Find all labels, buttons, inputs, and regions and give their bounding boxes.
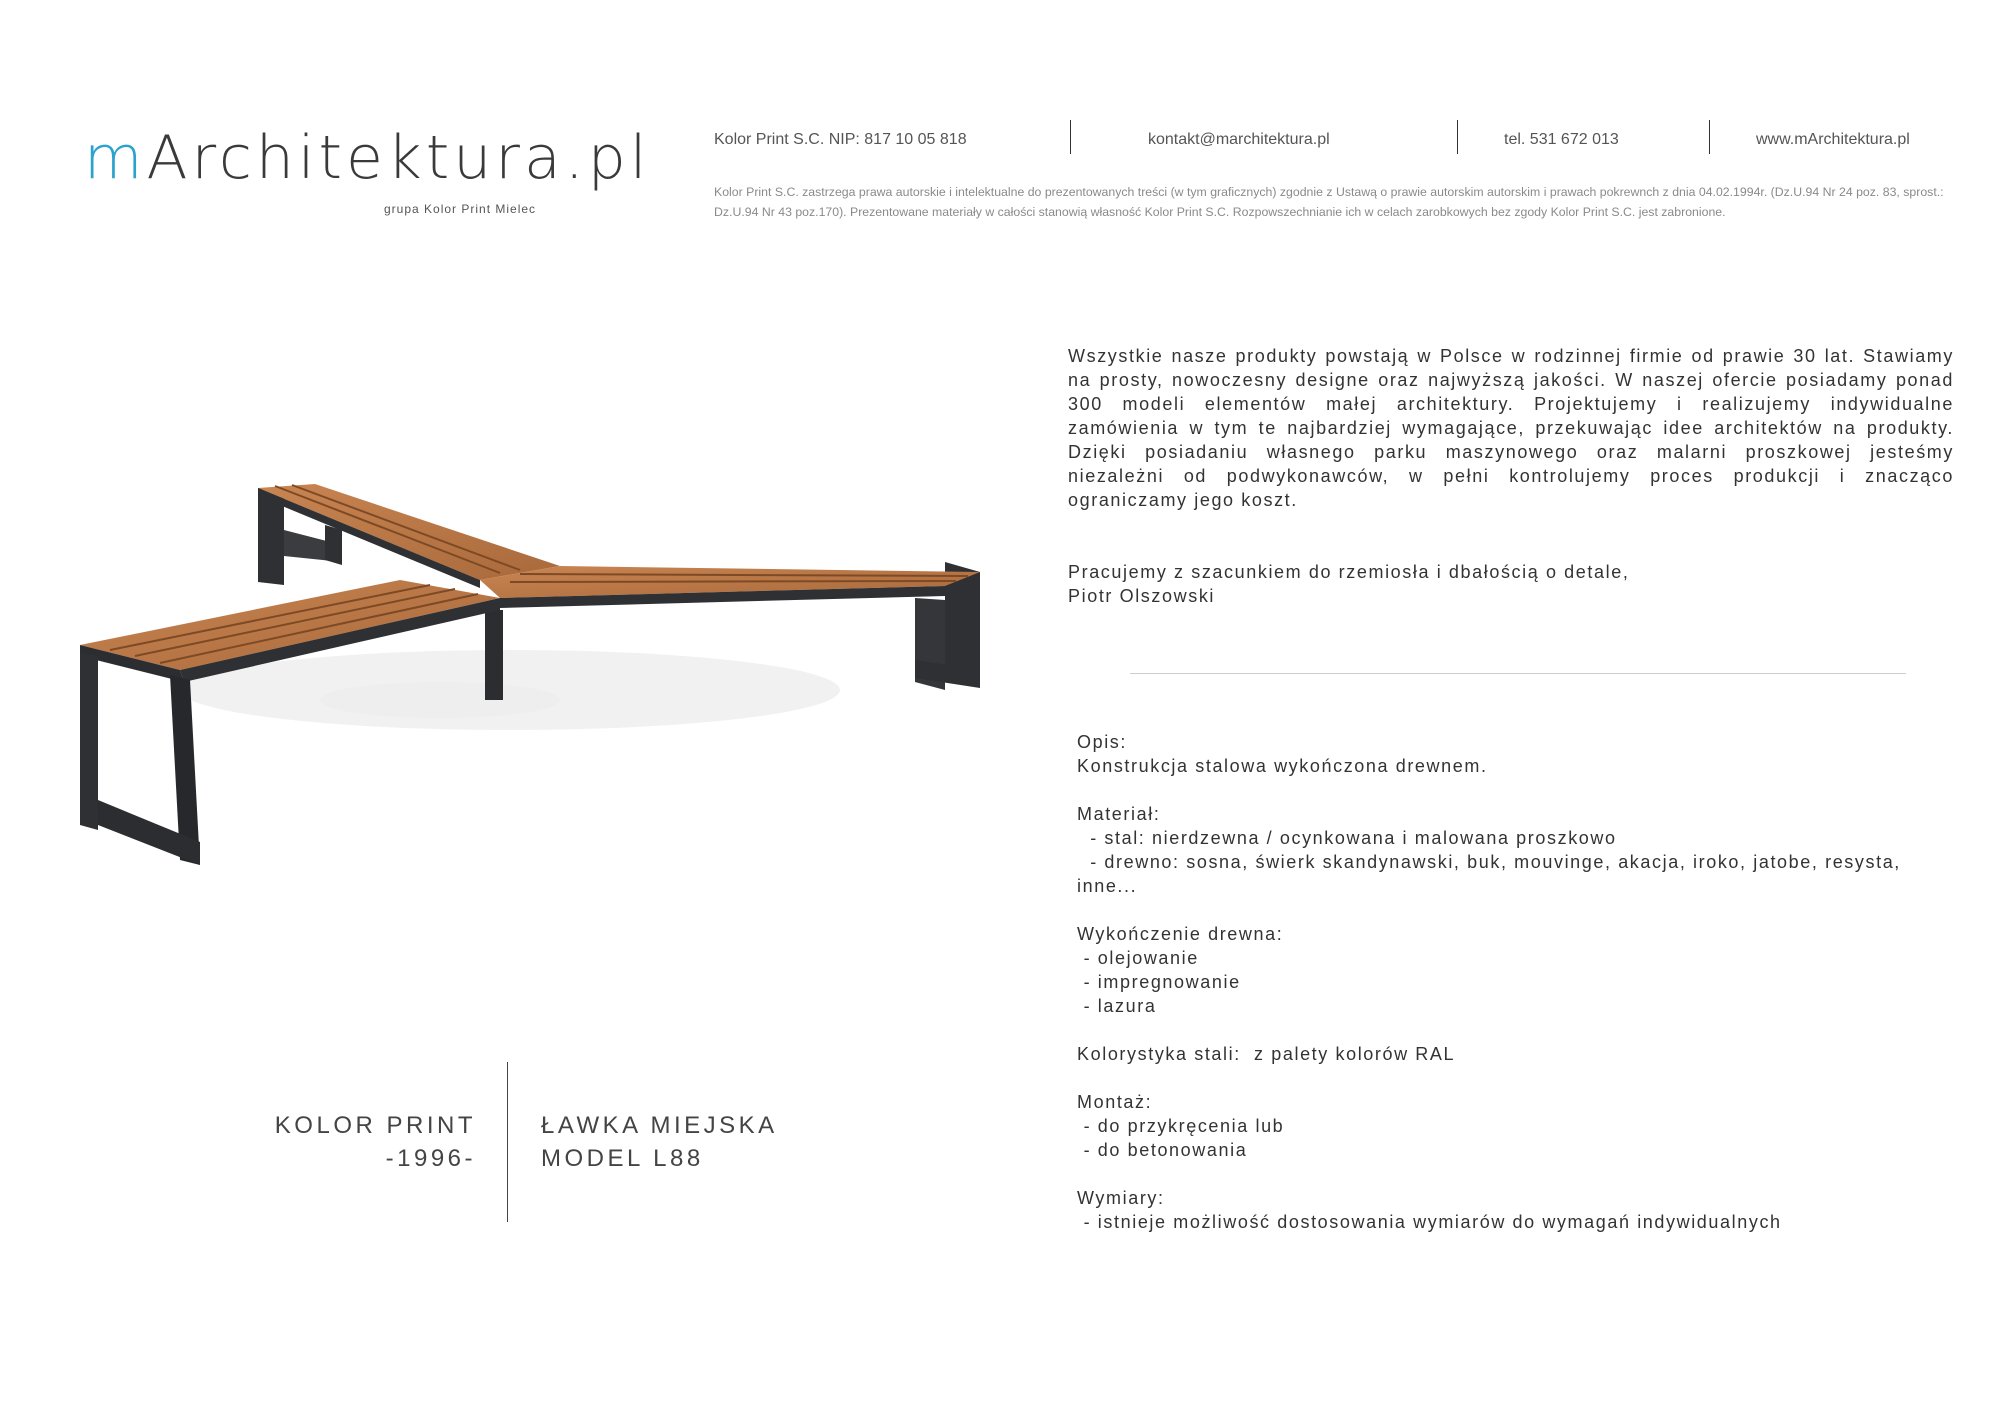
logo-text: Architektura.pl (146, 123, 651, 193)
spec-line (1077, 1162, 1957, 1186)
spec-line: Wymiary: (1077, 1188, 1165, 1208)
email-link[interactable]: kontakt@marchitektura.pl (1148, 131, 1330, 148)
copyright-disclaimer: Kolor Print S.C. zastrzega prawa autorskie i intelektualne do prezentowanych treści (w tym graficznych) zgodnie z Ustawą o prawie autorskim autorskim i prawach pokrewnch z dnia 04.02.1994r. (Dz.U.94 Nr 24 poz. 83, sprost.: Dz.U.94 Nr 43 poz.170). Prezentowane materiały w całości stanowią własność Kolor Print S.C. Rozpowszechnianie ich w celach zarobkowych bez zgody Kolor Print S.C. jest zabronione. (714, 185, 1944, 219)
spec-line: - do betonowania (1077, 1140, 1248, 1160)
brand-year: -1996- (385, 1145, 476, 1172)
header-divider (1709, 120, 1710, 154)
intro-paragraph: Wszystkie nasze produkty powstają w Polsce w rodzinnej firmie od prawie 30 lat. Stawiamy na prosty, nowoczesny designe oraz najwyższą jakości. W naszej ofercie posiadamy ponad 300 modeli elementów małej architektury. Projektujemy i realizujemy indywidualne zamówienia w tym te najbardziej wymagające, przekuwając idee architektów na produkty. Dzięki posiadaniu własnego parku maszynowego oraz malarni proszkowej jesteśmy niezależni od podwykonawców, w pełni kontrolujemy proces produkcji i znacząco ograniczamy jego koszt. (1068, 346, 1954, 510)
spec-line: - olejowanie (1077, 948, 1199, 968)
product-name: ŁAWKA MIEJSKA (541, 1112, 778, 1139)
spec-line: Opis: (1077, 732, 1128, 752)
spec-line: Wykończenie drewna: (1077, 924, 1284, 944)
spec-line (1077, 1066, 1957, 1090)
closing-text (1068, 560, 1954, 608)
signature: Piotr Olszowski (1068, 586, 1216, 606)
header-divider (1457, 120, 1458, 154)
title-divider (507, 1062, 508, 1222)
logo-prefix: m (84, 123, 147, 193)
brand-name: KOLOR PRINT (274, 1112, 476, 1139)
spec-line: - lazura (1077, 996, 1157, 1016)
header-divider (1070, 120, 1071, 154)
spec-line: Materiał: (1077, 804, 1161, 824)
spec-line: Konstrukcja stalowa wykończona drewnem. (1077, 756, 1488, 776)
spec-line: Kolorystyka stali: z palety kolorów RAL (1077, 1044, 1456, 1064)
spec-line (1077, 898, 1957, 922)
specifications (1077, 730, 1957, 1234)
website-link[interactable]: www.mArchitektura.pl (1756, 131, 1910, 148)
section-divider (1130, 673, 1906, 674)
spec-line: Montaż: (1077, 1092, 1153, 1112)
phone-number[interactable]: tel. 531 672 013 (1504, 131, 1619, 148)
spec-line: - drewno: sosna, świerk skandynawski, buk, mouvinge, akacja, iroko, jatobe, resysta, inne... (1077, 852, 1908, 896)
closing-line: Pracujemy z szacunkiem do rzemiosła i dbałością o detale, (1068, 562, 1630, 582)
spec-line: - stal: nierdzewna / ocynkowana i malowana proszkowo (1077, 828, 1617, 848)
spec-line: - do przykręcenia lub (1077, 1116, 1285, 1136)
brand-logo (84, 123, 651, 193)
spec-line (1077, 1018, 1957, 1042)
bench-image (80, 470, 1020, 950)
product-model: MODEL L88 (541, 1145, 704, 1172)
company-nip: Kolor Print S.C. NIP: 817 10 05 818 (714, 131, 967, 148)
logo-tagline: grupa Kolor Print Mielec (384, 202, 537, 216)
spec-line: - istnieje możliwość dostosowania wymiarów do wymagań indywidualnych (1077, 1212, 1782, 1232)
spec-line: - impregnowanie (1077, 972, 1241, 992)
spec-line (1077, 778, 1957, 802)
